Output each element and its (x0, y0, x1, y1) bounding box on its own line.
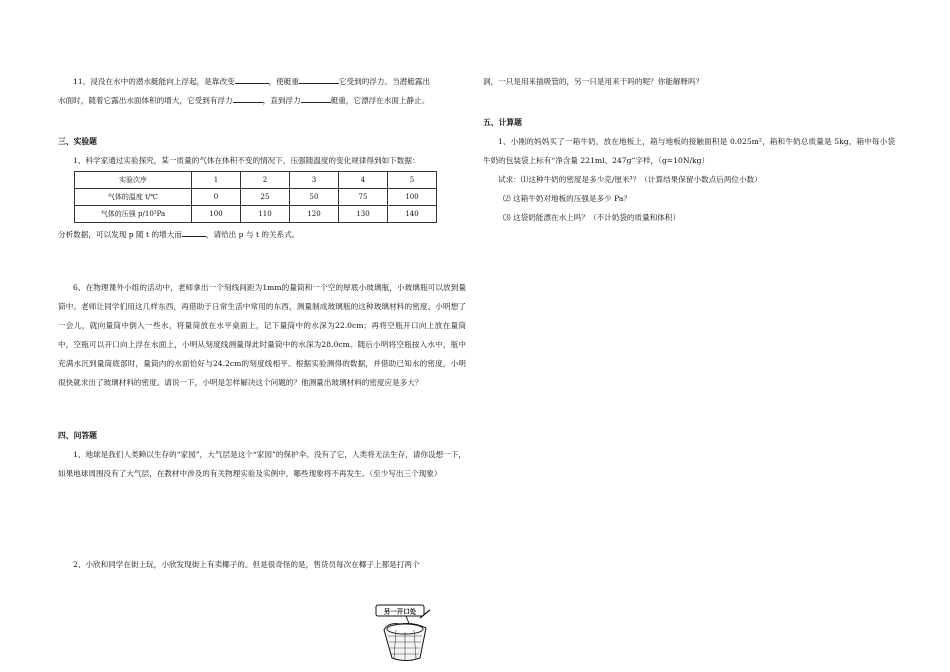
table-cell: 气体的温度 t/℃ (75, 189, 192, 206)
table-cell: 140 (388, 206, 437, 223)
table-cell: 1 (192, 172, 241, 189)
table-cell: 120 (290, 206, 339, 223)
table-cell: 130 (339, 206, 388, 223)
table-cell: 0 (192, 189, 241, 206)
table-cell: 3 (290, 172, 339, 189)
exp-q1-text: 1、科学家通过实验探究，某一质量的气体在体积不变的情况下，压强随温度的变化规律得到如下数据： (73, 156, 420, 165)
table-cell: 110 (241, 206, 290, 223)
section-4-title: 四、问答题 (58, 431, 97, 440)
data-table (74, 171, 437, 223)
table-row (75, 206, 437, 223)
table-cell: 25 (241, 189, 290, 206)
table-cell: 50 (290, 189, 339, 206)
qa-q1-text: 1、地球是我们人类赖以生存的“家园”，大气层是这个“家园”的保护伞。没有了它，人类将无法生存，请你设想一下，如果地球周围没有了大气层，在教材中涉及的有关物理实验及实例中，哪些现象将不再发生。（至少写出三个现象） (58, 450, 466, 478)
blank (182, 228, 206, 237)
blank (299, 75, 339, 84)
qa-q2-text: 2、小欣和同学在街上玩，小欣发现街上有卖椰子的。但是很奇怪的是，售货员每次在椰子上都是打两个 (73, 560, 420, 569)
left-column (58, 72, 466, 574)
exp-q1-after: 分析数据，可以发现 p 随 t 的增大而 ，请给出 p 与 t 的关系式。 (58, 230, 300, 239)
calc-q1-part2: ⑵ 这箱牛奶对地板的压强是多少 Pa？ (503, 194, 632, 203)
table-row (75, 189, 437, 206)
table-cell: 75 (339, 189, 388, 206)
coconut-figure (370, 602, 442, 664)
table-cell: 100 (192, 206, 241, 223)
qa-q2-continued: 洞，一只是用来插吸管的，另一只是用来干吗的呢？你能解释吗？ (483, 77, 704, 86)
calc-q1-try: 试求：⑴这种牛奶的密度是多少克/厘米³？（计算结果保留小数点后两位小数） (498, 175, 762, 184)
blank (233, 94, 263, 103)
exp-q6-text: 6、在物理课外小组的活动中，老师拿出一个刻线间距为1mm的量筒和一个空的厚底小玻璃瓶，小玻璃瓶可以放到量筒中。老师让同学们用这几样东西，再借助于日常生活中常用的东西，测量制成玻璃瓶的这种玻璃材料的密度。小明想了一会儿，就向量筒中倒入一些水，将量筒放在水平桌面上，记下量筒中的水深为22.0cm；再将空瓶开口向上放在量筒中，空瓶可以开口向上浮在水面上，小明从刻度线测量得此时量筒中的水深为28.0cm。随后小明将空瓶按入水中，瓶中充满水沉到量筒底部时，量筒内的水面恰好与24.2cm的刻度线相平。根据实验测得的数据，并借助已知水的密度，小明很快就求出了玻璃材料的密度。请说一下，小明是怎样解决这个问题的？他测量出玻璃材料的密度应是多大？ (58, 283, 466, 387)
table-row (75, 172, 437, 189)
table-cell: 2 (241, 172, 290, 189)
q11-line1: 11、浸没在水中的潜水艇能向上浮起，是靠改变 ，使艇重 它受到的浮力。当潜艇露出 (73, 77, 431, 86)
q11-line2: 水面时，随着它露出水面体积的增大，它受到有浮力 ，直到浮力 艇重，它漂浮在水面上静止。 (58, 96, 430, 105)
blank (235, 75, 269, 84)
table-cell: 实验次序 (75, 172, 192, 189)
section-3-title: 三、实验题 (58, 137, 97, 146)
calc-q1-part3: ⑶ 这袋奶能漂在水上吗？（不计奶袋的质量和体积） (503, 213, 681, 222)
right-column (483, 72, 895, 227)
blank (301, 94, 331, 103)
table-cell: 5 (388, 172, 437, 189)
calc-q1-text: 1、小刚的妈妈买了一箱牛奶，放在地板上，箱与地板的接触面积是 0.025m²，箱和牛奶总质量是 5kg，箱中每小袋牛奶的包装袋上标有“净含量 221ml、247g”字样，（g=10N/kg） (483, 137, 895, 165)
table-cell: 100 (388, 189, 437, 206)
section-5-title: 五、计算题 (483, 118, 522, 127)
table-cell: 气体的压强 p/10³Pa (75, 206, 192, 223)
figure-label: 另一开口处 (383, 607, 417, 616)
table-cell: 4 (339, 172, 388, 189)
